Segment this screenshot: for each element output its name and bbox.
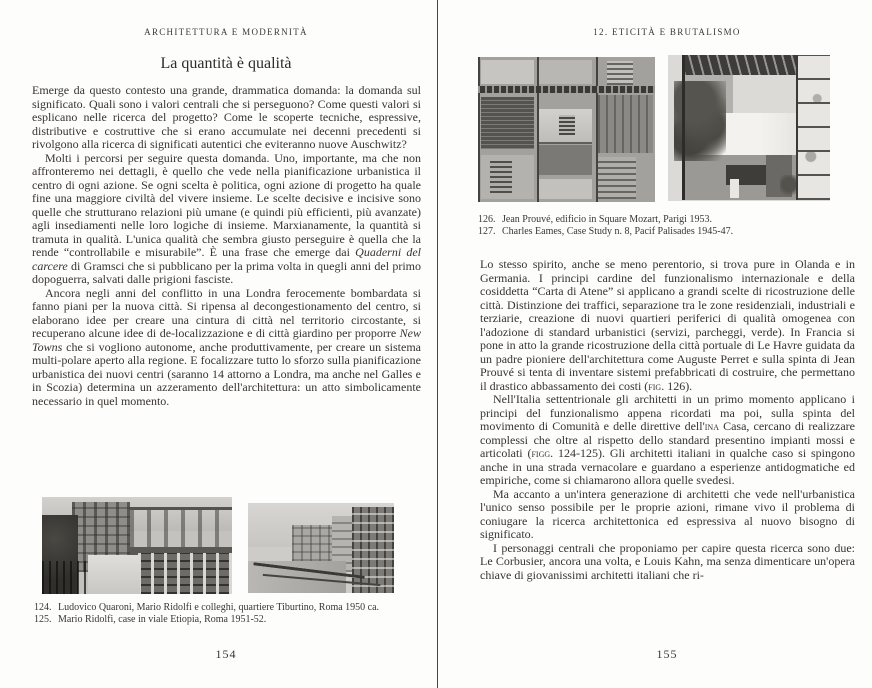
- photo-eames-house-interior: [668, 55, 830, 201]
- captions-right: [478, 214, 858, 238]
- figure-caption-text: Charles Eames, Case Study n. 8, Pacif Palisades 1945-47.: [502, 226, 734, 237]
- photo-louver: [607, 61, 633, 85]
- photo-louver: [490, 161, 512, 193]
- paragraph: I personaggi centrali che proponiamo per capire questa ricerca sono due: Le Corbusier, ancora una volta, e Louis Kahn, ma senza dimenticare un'opera chiave di giovanissimi architetti italiani che ri-: [480, 540, 855, 582]
- figure-caption: [478, 226, 858, 238]
- figure-caption: [34, 602, 429, 614]
- photo-louver: [598, 157, 636, 199]
- figure-caption: [478, 214, 858, 226]
- photo-window-wall: [796, 55, 830, 200]
- page-number-left: 154: [215, 647, 237, 661]
- photo-square-mozart-facade: [478, 57, 655, 202]
- running-header-right: 12. ETICITÀ E BRUTALISMO: [593, 27, 741, 37]
- photo-ceiling: [684, 55, 800, 75]
- figure-number: 127.: [478, 226, 496, 237]
- paragraph: Molti i percorsi per seguire questa domanda. Uno, importante, ma che non affronteremo nei dettagli, è quello che vede nella pianificazione urbanistica il centro di ogni azione. Se ogni scelta è politica, ogni azione di progetto ha quale fine una maggiore civiltà del vivere insieme. Le scelte decisive e incisive sono quelle che strutturano relazioni più umane (e quindi più efficienti, più avanzate) agli insediamenti nelle loro logiche di insieme. Marxianamente, la quantità si tramuta in qualità. L'unica qualità che sembra giusto perseguire è quella che la rende “controllabile e misurabile”. È una frase che emerge dai Quaderni del carcere di Gramsci che si pubblicano per la prima volta in quegli anni del primo dopoguerra, salvati dalle prigioni fasciste.: [32, 150, 421, 286]
- page-divider: [437, 0, 438, 688]
- figure-number: 126.: [478, 214, 496, 225]
- photo-recess: [539, 145, 592, 175]
- photo-window: [481, 97, 534, 149]
- figure-caption-text: Ludovico Quaroni, Mario Ridolfi e colleghi, quartiere Tiburtino, Roma 1950 ca.: [58, 602, 380, 613]
- captions-left: [34, 602, 429, 626]
- paragraph: Emerge da questo contesto una grande, drammatica domanda: la domanda sul significato. Quali sono i valori centrali che si perseguono? Come questi valori si esplicano nelle ricerca del progetto? Come le scoperte tecniche, espressive, distributive e costruttive che si erano accumulate nei decenni precedenti si rivolgono alla ricerca di significati autentici che eviteranno nuove Auschwitz?: [32, 83, 421, 151]
- photo-column: [682, 55, 685, 200]
- running-header-left: ARCHITETTURA E MODERNITÀ: [144, 27, 308, 37]
- figure-caption: [34, 614, 429, 626]
- paragraph: Ancora negli anni del conflitto in una Londra ferocemente bombardata si fanno piani per la nuova città. Si ripensa al decongestionamento del centro, si elaborano idee per creare una cintura di città nel territorio circostante, si recuperano alcune idee di de-localizzazione e di città giardino per proporre New Towns che si vogliono autonome, anche produttivamente, per creare un sistema multi-polare aperto alla regione. E focalizzare tutto lo sforzo sulla pianificazione urbanistica dei nuovi centri (saranno 14 attorno a Londra, ma anche nel Galles e in Scozia) determina un azzeramento dell'architettura: un atto simbolicamente necessario in quel momento.: [32, 285, 421, 408]
- photo-panel: [539, 179, 592, 199]
- figure-caption-text: Mario Ridolfi, case in viale Etiopia, Roma 1951-52.: [58, 614, 267, 625]
- photo-fence: [42, 561, 90, 594]
- photo-quartiere-tiburtino: [42, 497, 232, 594]
- photo-sculpture: [730, 179, 739, 198]
- figure-number: 124.: [34, 602, 52, 613]
- figure-caption-text: Jean Prouvé, edificio in Square Mozart, Parigi 1953.: [502, 214, 712, 225]
- figure-number: 125.: [34, 614, 52, 625]
- photo-panel: [539, 60, 592, 84]
- body-text-right: [480, 258, 855, 582]
- paragraph: Nell'Italia settentrionale gli architetti in un primo momento applicano i principi del funzionalismo appena ricordati ma poi, sulla spinta del movimento di Comunità e delle direttive dell'ina Casa, cercano di realizzare complessi che oltre al rispetto dello standard presentino impianti mossi e articolati (figg. 124-125). Gli architetti italiani in qualche caso si spingono anche in una strada vernacolare e guardano a esperienze antidogmatiche ed empiriche, come si chiamarono allora quelle svedesi.: [480, 392, 855, 487]
- photo-path: [88, 555, 140, 594]
- body-text-left: [32, 84, 421, 408]
- photo-louver: [559, 115, 575, 135]
- section-title: La quantità è qualità: [160, 55, 292, 72]
- photo-viale-etiopia: [248, 503, 394, 593]
- paragraph: Ma accanto a un'intera generazione di architetti che vede nell'urbanistica l'unico senso possibile per le proprie azioni, rimane vivo il problema di coniugare la ricerca architettonica ed espressiva al nuovo bisogno di significato.: [480, 486, 855, 541]
- paragraph: Lo stesso spirito, anche se meno perentorio, si trova pure in Olanda e in Germania. I principi cardine del funzionalismo internazionale e della cosiddetta “Carta di Atene” si applicano a grandi scelte di ricostruzione delle città. Distinzione dei traffici, separazione tra le zone residenziali, industriali e terziarie, creazione di nuovi quartieri periferici di qualità omogenea con l'adozione di standard urbanistici (servizi, parcheggi, verde). In Francia si pone in atto la grande ricostruzione della città portuale di Le Havre guidata da un padre pioniere dell'architettura come Auguste Perret e sulla spinta di Jean Prouvé si tenta di inventare sistemi prefabbricati di costruire, che permettano il drastico abbassamento dei costi (fig. 126).: [480, 257, 855, 393]
- photo-band: [478, 86, 655, 93]
- photo-panel: [481, 60, 534, 84]
- page-number-right: 155: [656, 647, 678, 661]
- photo-curtain: [598, 95, 653, 153]
- photo-fence: [138, 553, 232, 594]
